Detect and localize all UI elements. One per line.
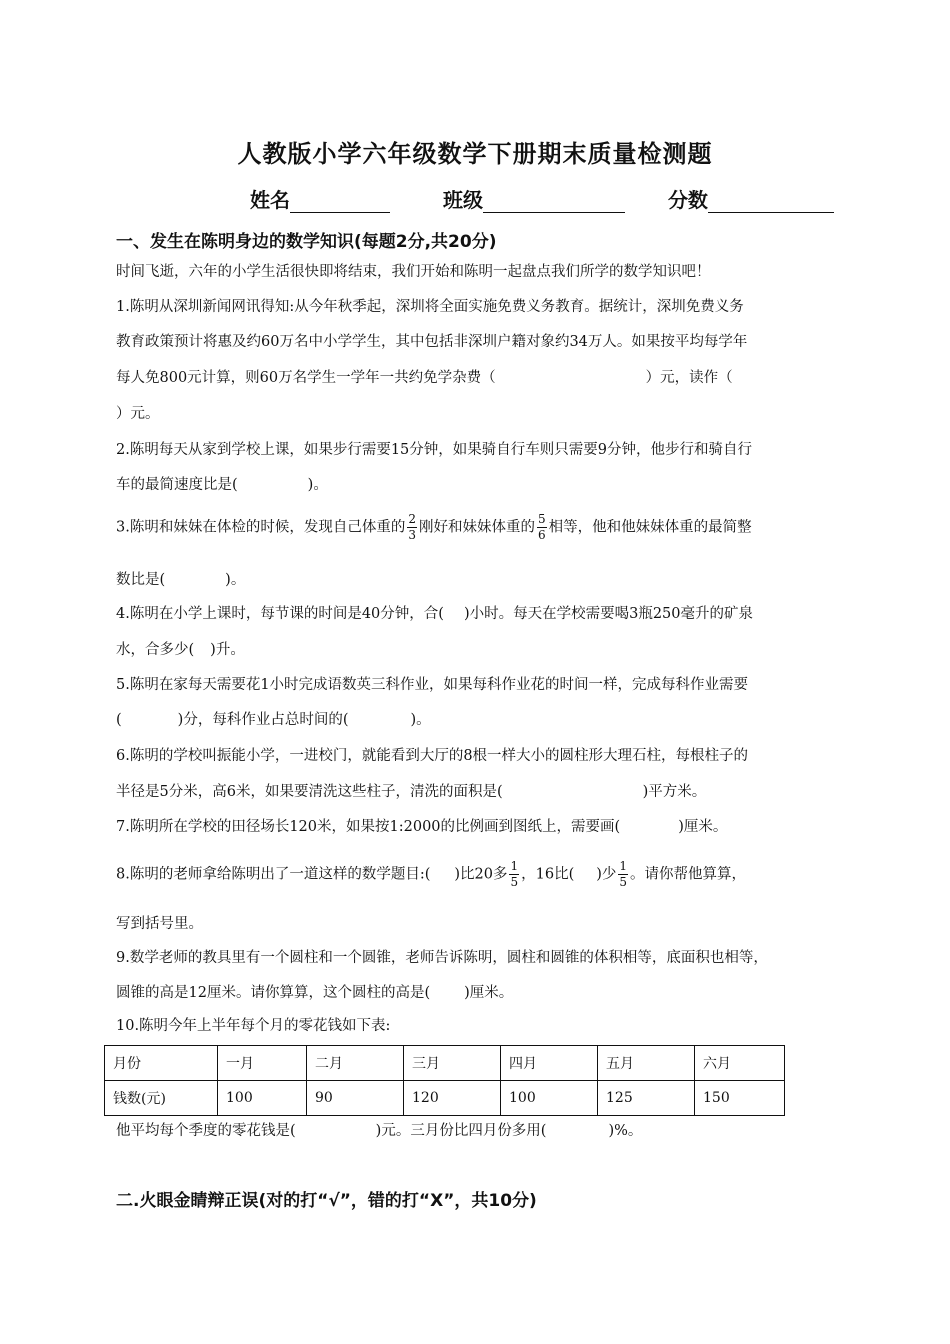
class-blank[interactable]: [483, 190, 625, 213]
table-cell: 月份: [105, 1046, 218, 1081]
q4-text-c: 水，合多少(: [116, 642, 195, 658]
q8-text-e: 。请你帮他算算，: [630, 866, 747, 883]
class-label: 班级: [442, 188, 483, 212]
section-1-intro: 时间飞逝，六年的小学生活很快即将结束，我们开始和陈明一起盘点我们所学的数学知识吧！: [116, 264, 711, 280]
page-title: 人教版小学六年级数学下册期末质量检测题: [237, 140, 713, 168]
allowance-table: [104, 1045, 785, 1116]
q8-text-d: )少: [596, 866, 617, 883]
q10-line-2: [116, 1121, 642, 1141]
q9-line-1: 9.数学老师的教具里有一个圆柱和一个圆锥，老师告诉陈明，圆柱和圆锥的体积相等，底面积也相等，: [116, 950, 768, 966]
q5-line-1: 5.陈明在家每天需要花1小时完成语数英三科作业，如果每科作业花的时间一样，完成每科作业需要: [116, 677, 749, 693]
q1-text-a: 每人免800元计算，则60万名学生一学年一共约免学杂费（: [116, 370, 496, 386]
q5-text-c: )。: [410, 712, 431, 728]
q9-text-b: )厘米。: [464, 985, 514, 1001]
table-cell: 90: [307, 1081, 404, 1116]
q5-line-2: [116, 710, 431, 730]
q6-text-b: )平方米。: [642, 784, 707, 800]
q4-text-a: 4.陈明在小学上课时，每节课的时间是40分钟，合(: [116, 606, 444, 622]
table-row: [105, 1046, 785, 1081]
score-blank[interactable]: [708, 190, 834, 213]
table-cell: 120: [404, 1081, 501, 1116]
q1-line-4: ）元。: [116, 406, 160, 422]
table-row: [105, 1081, 785, 1116]
q1-line-2: 教育政策预计将惠及约60万名中小学学生，其中包括非深圳户籍对象约34万人。如果按平均每学年: [116, 334, 748, 350]
q3-text-e: )。: [225, 572, 246, 588]
q1-line-1: 1.陈明从深圳新闻网讯得知:从今年秋季起，深圳将全面实施免费义务教育。据统计，深圳免费义务: [116, 299, 744, 315]
q2-text-a: 车的最简速度比是(: [116, 477, 238, 493]
table-cell: 100: [218, 1081, 307, 1116]
q3-fraction-1-denominator: 3: [408, 528, 416, 542]
table-cell: 125: [598, 1081, 695, 1116]
table-cell: 100: [501, 1081, 598, 1116]
q3-fraction-1-numerator: 2: [408, 512, 416, 526]
q1-text-b: ）元，读作（: [645, 370, 733, 386]
q4-text-b: )小时。每天在学校需要喝3瓶250毫升的矿泉: [463, 606, 754, 622]
table-cell: 六月: [695, 1046, 785, 1081]
name-label: 姓名: [250, 188, 290, 212]
q7-text-a: 7.陈明所在学校的田径场长120米，如果按1:2000的比例画到图纸上，需要画(: [116, 819, 621, 835]
name-blank[interactable]: [290, 190, 390, 213]
table-cell: 五月: [598, 1046, 695, 1081]
q8-fraction-1-denominator: 5: [510, 875, 519, 889]
section-2-heading: 二.火眼金睛辩正误(对的打“√”，错的打“X”，共10分): [116, 1191, 537, 1211]
q8-line-1: [116, 860, 746, 889]
table-cell: 150: [695, 1081, 785, 1116]
q3-text-b: 刚好和妹妹体重的: [418, 519, 535, 536]
q1-line-3: [116, 368, 733, 388]
table-cell: 二月: [307, 1046, 404, 1081]
q9-line-2: [116, 983, 513, 1003]
q5-text-a: (: [116, 712, 122, 728]
table-cell: 三月: [404, 1046, 501, 1081]
q2-line-2: [116, 475, 328, 495]
q5-text-b: )分，每科作业占总时间的(: [177, 712, 349, 728]
q4-text-d: )升。: [210, 642, 245, 658]
q8-fraction-2-denominator: 5: [619, 875, 628, 889]
student-info-row: [250, 184, 834, 213]
q10-text-b: )元。三月份比四月份多用(: [375, 1123, 547, 1139]
q2-line-1: 2.陈明每天从家到学校上课，如果步行需要15分钟，如果骑自行车则只需要9分钟，他步行和骑自行: [116, 442, 753, 458]
q3-fraction-2-numerator: 5: [537, 512, 546, 526]
table-cell: 钱数(元): [105, 1081, 218, 1116]
q8-fraction-2: [618, 860, 628, 889]
score-label: 分数: [667, 188, 708, 212]
q8-line-2: 写到括号里。: [116, 916, 203, 932]
q8-text-a: 8.陈明的老师拿给陈明出了一道这样的数学题目:(: [116, 866, 431, 883]
q3-line-1: [116, 513, 752, 542]
q6-text-a: 半径是5分米，高6米，如果要清洗这些柱子，清洗的面积是(: [116, 784, 503, 800]
q10-line-1: 10.陈明今年上半年每个月的零花钱如下表:: [116, 1018, 391, 1034]
q3-fraction-2-denominator: 6: [537, 528, 546, 542]
q8-text-b: )比20多: [454, 866, 508, 883]
q8-fraction-1-numerator: 1: [510, 859, 519, 873]
q8-text-c: ，16比(: [521, 866, 575, 883]
q3-text-a: 3.陈明和妹妹在体检的时候，发现自己体重的: [116, 519, 406, 536]
q3-text-c: 相等，他和他妹妹体重的最简整: [548, 519, 752, 536]
q7-text-b: )厘米。: [678, 819, 728, 835]
q9-text-a: 圆锥的高是12厘米。请你算算，这个圆柱的高是(: [116, 985, 431, 1001]
q3-fraction-1: [407, 513, 417, 542]
q4-line-2: [116, 640, 245, 660]
q2-text-b: )。: [307, 477, 328, 493]
q4-line-1: [116, 604, 753, 624]
q3-line-2: [116, 570, 245, 590]
q7-line-1: [116, 817, 727, 837]
q3-text-d: 数比是(: [116, 572, 166, 588]
q10-text-c: )%。: [608, 1123, 643, 1139]
table-cell: 四月: [501, 1046, 598, 1081]
table-cell: 一月: [218, 1046, 307, 1081]
section-1-heading: 一、发生在陈明身边的数学知识(每题2分,共20分): [116, 232, 497, 252]
q8-fraction-2-numerator: 1: [619, 859, 628, 873]
q6-line-1: 6.陈明的学校叫振能小学，一进校门，就能看到大厅的8根一样大小的圆柱形大理石柱，每根柱子的: [116, 748, 749, 764]
q10-text-a: 他平均每个季度的零花钱是(: [116, 1123, 296, 1139]
q8-fraction-1: [509, 860, 519, 889]
q3-fraction-2: [537, 513, 547, 542]
q6-line-2: [116, 782, 706, 802]
